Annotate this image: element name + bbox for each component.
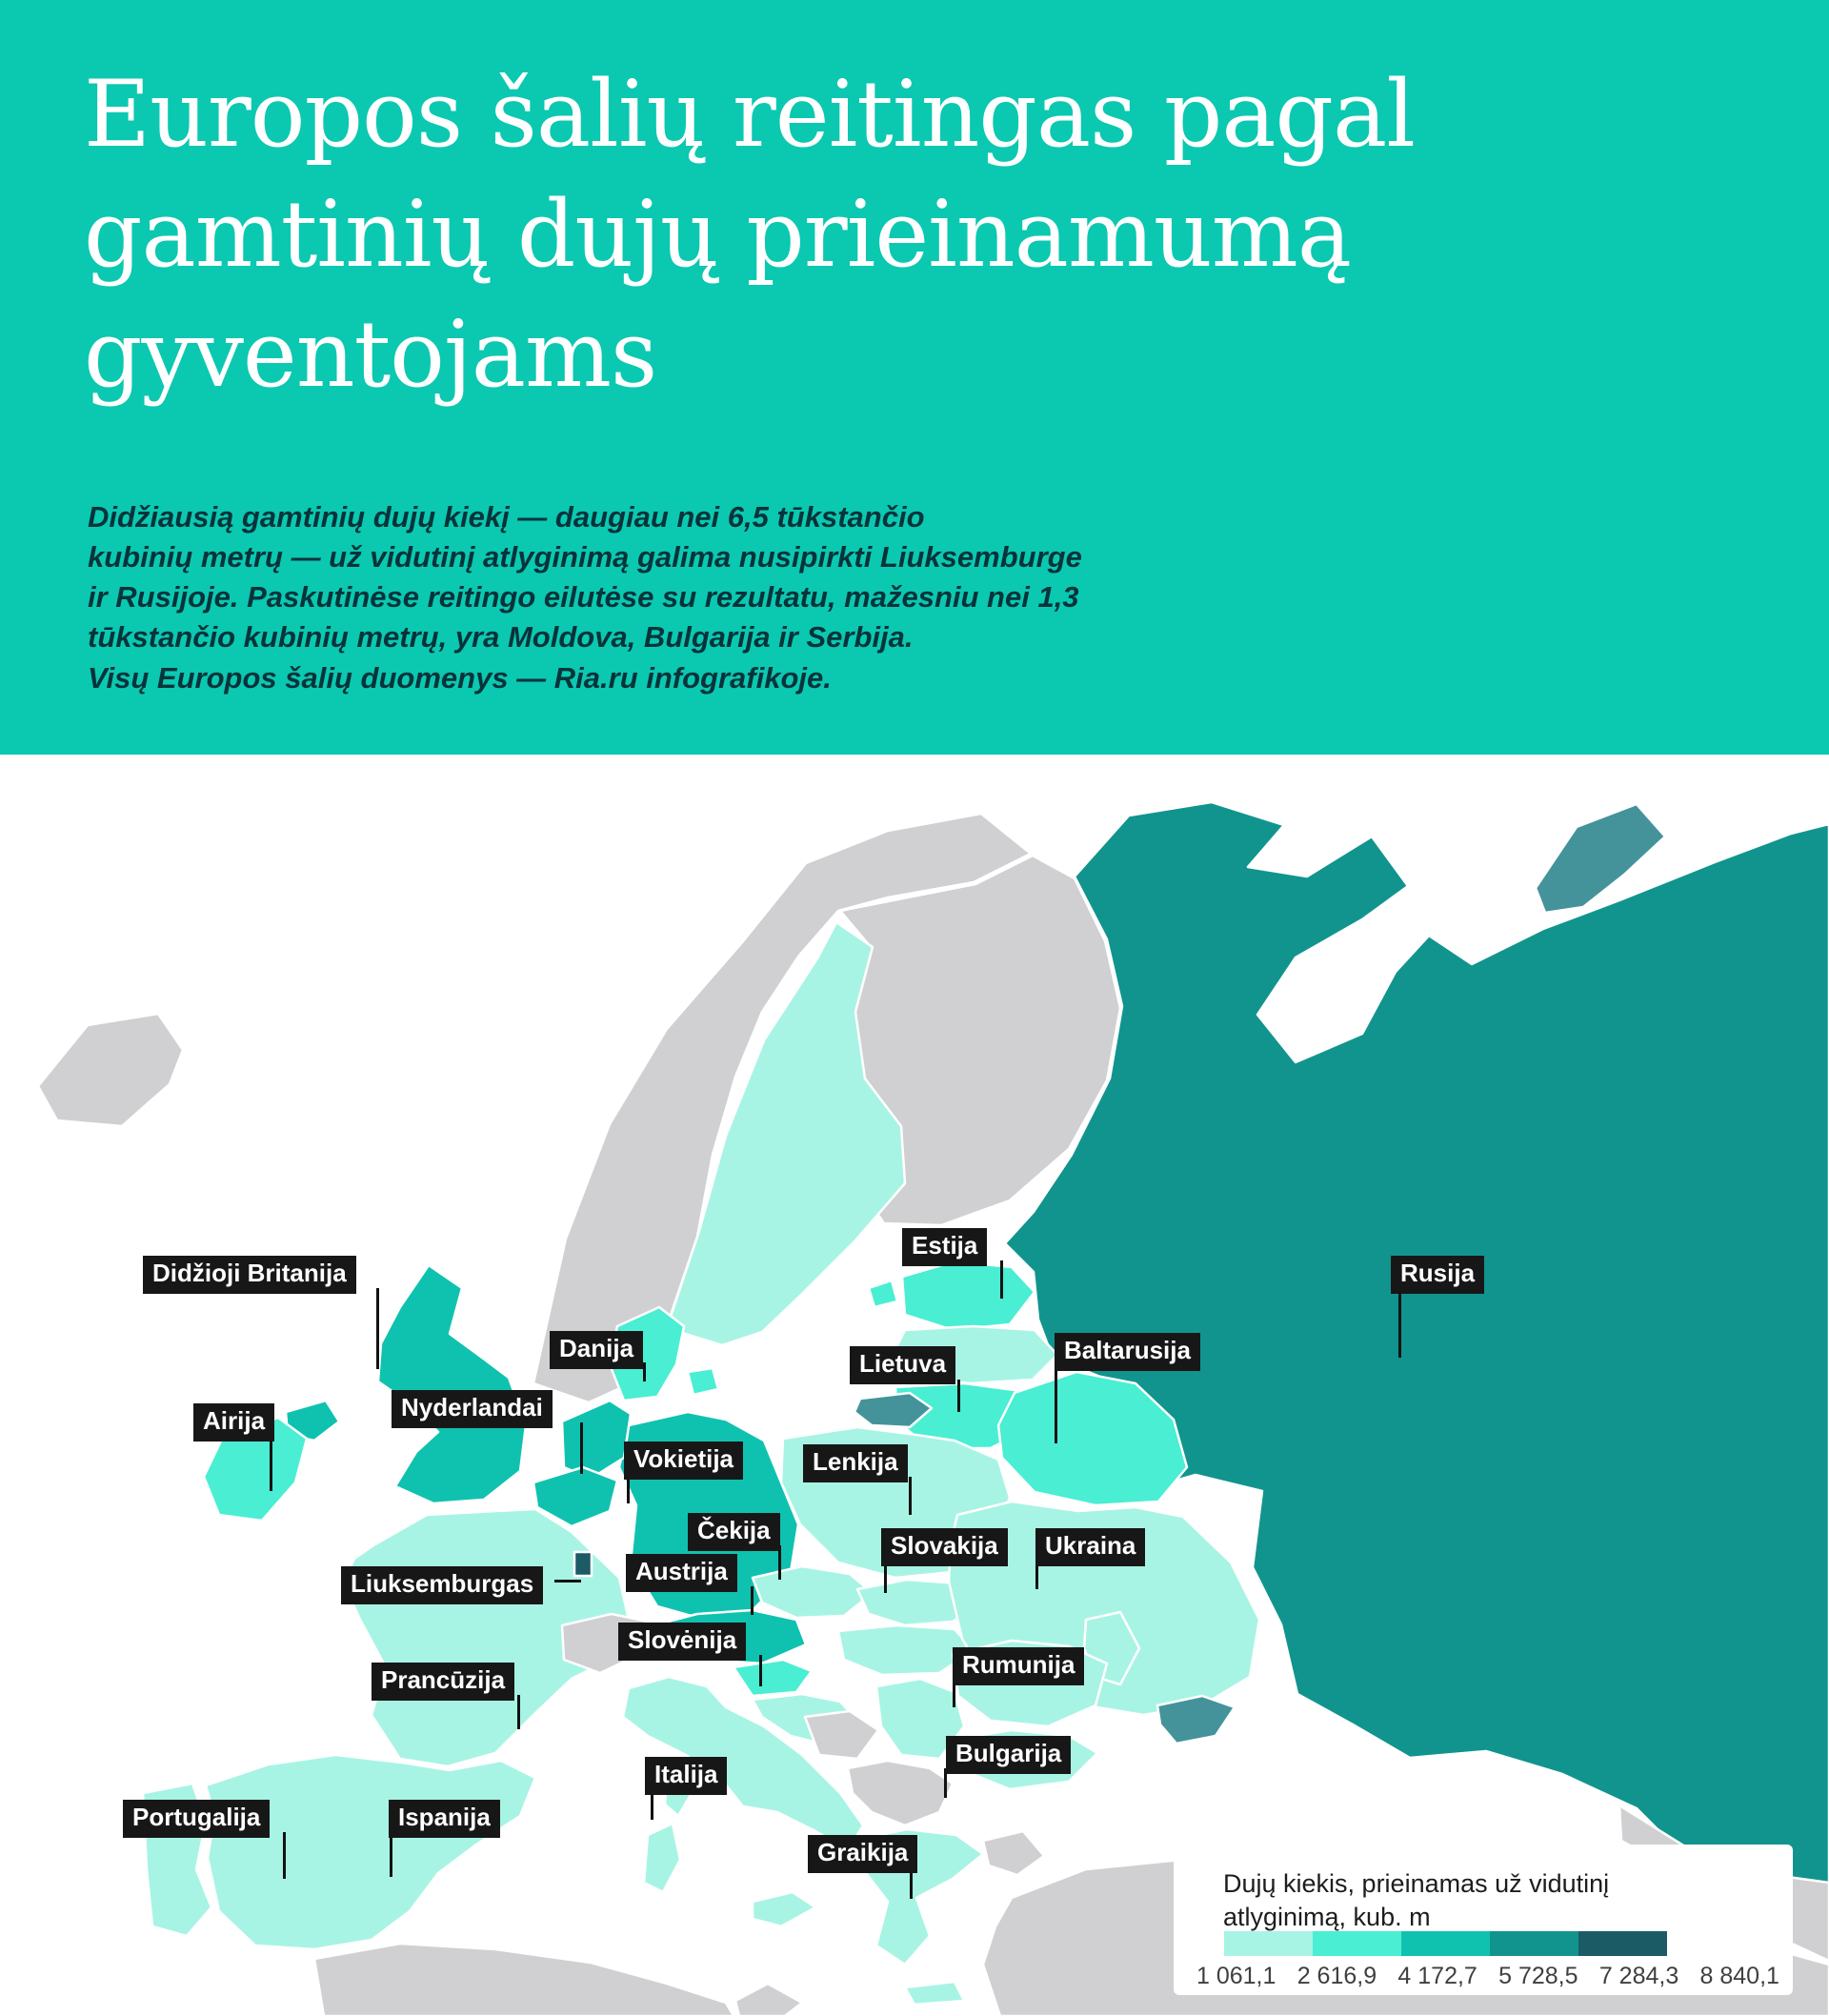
legend-ticks xyxy=(1196,1963,1779,1990)
country-label-lithuania: Lietuva xyxy=(850,1346,955,1384)
intro-line: tūkstančio kubinių metrų, yra Moldova, Bulgarija ir Serbija. xyxy=(88,620,914,655)
country-label-netherlands: Nyderlandai xyxy=(392,1390,553,1428)
leader-line xyxy=(909,1477,912,1515)
region-crimea xyxy=(1157,1696,1235,1744)
header-banner xyxy=(0,0,1829,755)
leader-line xyxy=(751,1586,754,1615)
intro-line: Didžiausią gamtinių dujų kiekį — daugiau nei 6,5 tūkstančio xyxy=(88,500,925,534)
country-label-italy: Italija xyxy=(645,1757,727,1795)
region-crete xyxy=(905,1982,964,2005)
title-line-2: gamtinių dujų prieinamumą xyxy=(84,180,1352,288)
legend-title xyxy=(1223,1867,1609,1934)
intro-text xyxy=(88,497,1082,698)
country-label-belarus: Baltarusija xyxy=(1055,1333,1200,1371)
leader-line xyxy=(1000,1260,1003,1299)
legend-tick: 7 284,3 xyxy=(1598,1963,1679,1989)
title-line-1: Europos šalių reitingas pagal xyxy=(84,61,1415,168)
leader-line xyxy=(517,1695,520,1729)
country-label-ukraine: Ukraina xyxy=(1035,1528,1145,1566)
legend-swatch-2 xyxy=(1313,1931,1401,1956)
region-north-africa xyxy=(314,1944,734,2016)
title-line-3: gyventojams xyxy=(84,300,657,408)
leader-line xyxy=(390,1832,392,1877)
leader-line xyxy=(580,1422,583,1474)
country-label-poland: Lenkija xyxy=(803,1444,908,1482)
region-united-kingdom xyxy=(378,1265,526,1503)
country-label-uk: Didžioji Britanija xyxy=(143,1256,356,1294)
country-label-portugal: Portugalija xyxy=(123,1800,270,1838)
region-iceland xyxy=(38,1014,183,1126)
country-label-slovakia: Slovakija xyxy=(881,1528,1008,1566)
region-russia xyxy=(1005,802,1829,1955)
country-label-bulgaria: Bulgarija xyxy=(946,1736,1071,1774)
legend-swatch-3 xyxy=(1401,1931,1490,1956)
region-slovenia xyxy=(734,1660,812,1696)
legend-color-ramp xyxy=(1224,1931,1667,1956)
country-label-france: Prancūzija xyxy=(372,1663,514,1701)
intro-line: Visų Europos šalių duomenys — Ria.ru infografikoje. xyxy=(88,660,832,695)
country-label-germany: Vokietija xyxy=(624,1441,743,1480)
region-sicily xyxy=(753,1892,815,1926)
leader-line xyxy=(643,1362,646,1381)
europe-choropleth-map xyxy=(0,755,1829,2016)
country-label-estonia: Estija xyxy=(902,1228,987,1266)
leader-line xyxy=(1055,1365,1057,1443)
leader-line xyxy=(957,1380,960,1412)
country-label-austria: Austrija xyxy=(626,1554,737,1592)
region-sardinia xyxy=(644,1824,680,1892)
country-label-greece: Graikija xyxy=(808,1835,917,1873)
intro-line: ir Rusijoje. Paskutinėse reitingo eilutėse su rezultatu, mažesniu nei 1,3 xyxy=(88,580,1079,615)
region-bosnia xyxy=(805,1711,878,1759)
legend-swatch-1 xyxy=(1224,1931,1313,1956)
country-label-slovenia: Slovėnija xyxy=(618,1623,746,1661)
leader-line xyxy=(1398,1288,1401,1358)
leader-line xyxy=(283,1832,286,1879)
legend-tick: 4 172,7 xyxy=(1397,1963,1477,1989)
legend-tick: 8 840,1 xyxy=(1699,1963,1779,1989)
leader-line xyxy=(554,1580,581,1583)
region-estonia-island xyxy=(869,1280,897,1307)
country-label-romania: Rumunija xyxy=(953,1647,1084,1685)
legend-tick: 1 061,1 xyxy=(1196,1963,1276,1989)
region-albania-macedonia xyxy=(848,1761,953,1825)
region-estonia xyxy=(902,1261,1035,1330)
country-label-russia: Rusija xyxy=(1391,1256,1484,1294)
page-title xyxy=(84,55,1415,414)
legend-swatch-4 xyxy=(1490,1931,1578,1956)
legend-title-line: atlyginimą, kub. m xyxy=(1223,1903,1431,1932)
country-label-luxembourg: Liuksemburgas xyxy=(341,1566,543,1604)
region-luxembourg xyxy=(574,1552,592,1576)
legend-title-line: Dujų kiekis, prieinamas už vidutinį xyxy=(1223,1869,1610,1898)
country-label-czechia: Čekija xyxy=(688,1513,780,1551)
country-label-denmark: Danija xyxy=(550,1331,643,1369)
country-label-spain: Ispanija xyxy=(389,1800,500,1838)
legend-card xyxy=(1174,1845,1793,1995)
country-label-ireland: Airija xyxy=(193,1403,274,1441)
legend-tick: 5 728,5 xyxy=(1498,1963,1578,1989)
region-spain xyxy=(206,1755,535,1949)
legend-tick: 2 616,9 xyxy=(1296,1963,1377,1989)
region-denmark-isles xyxy=(688,1368,718,1395)
legend-swatch-5 xyxy=(1578,1931,1667,1956)
leader-line xyxy=(759,1655,762,1686)
region-czechia xyxy=(753,1566,873,1618)
region-tunisia xyxy=(735,1984,802,2016)
intro-line: kubinių metrų — už vidutinį atlyginimą galima nusipirkti Liuksemburge xyxy=(88,540,1082,575)
leader-line xyxy=(270,1436,272,1491)
leader-line xyxy=(376,1288,379,1369)
region-turkey-europe xyxy=(983,1831,1044,1875)
